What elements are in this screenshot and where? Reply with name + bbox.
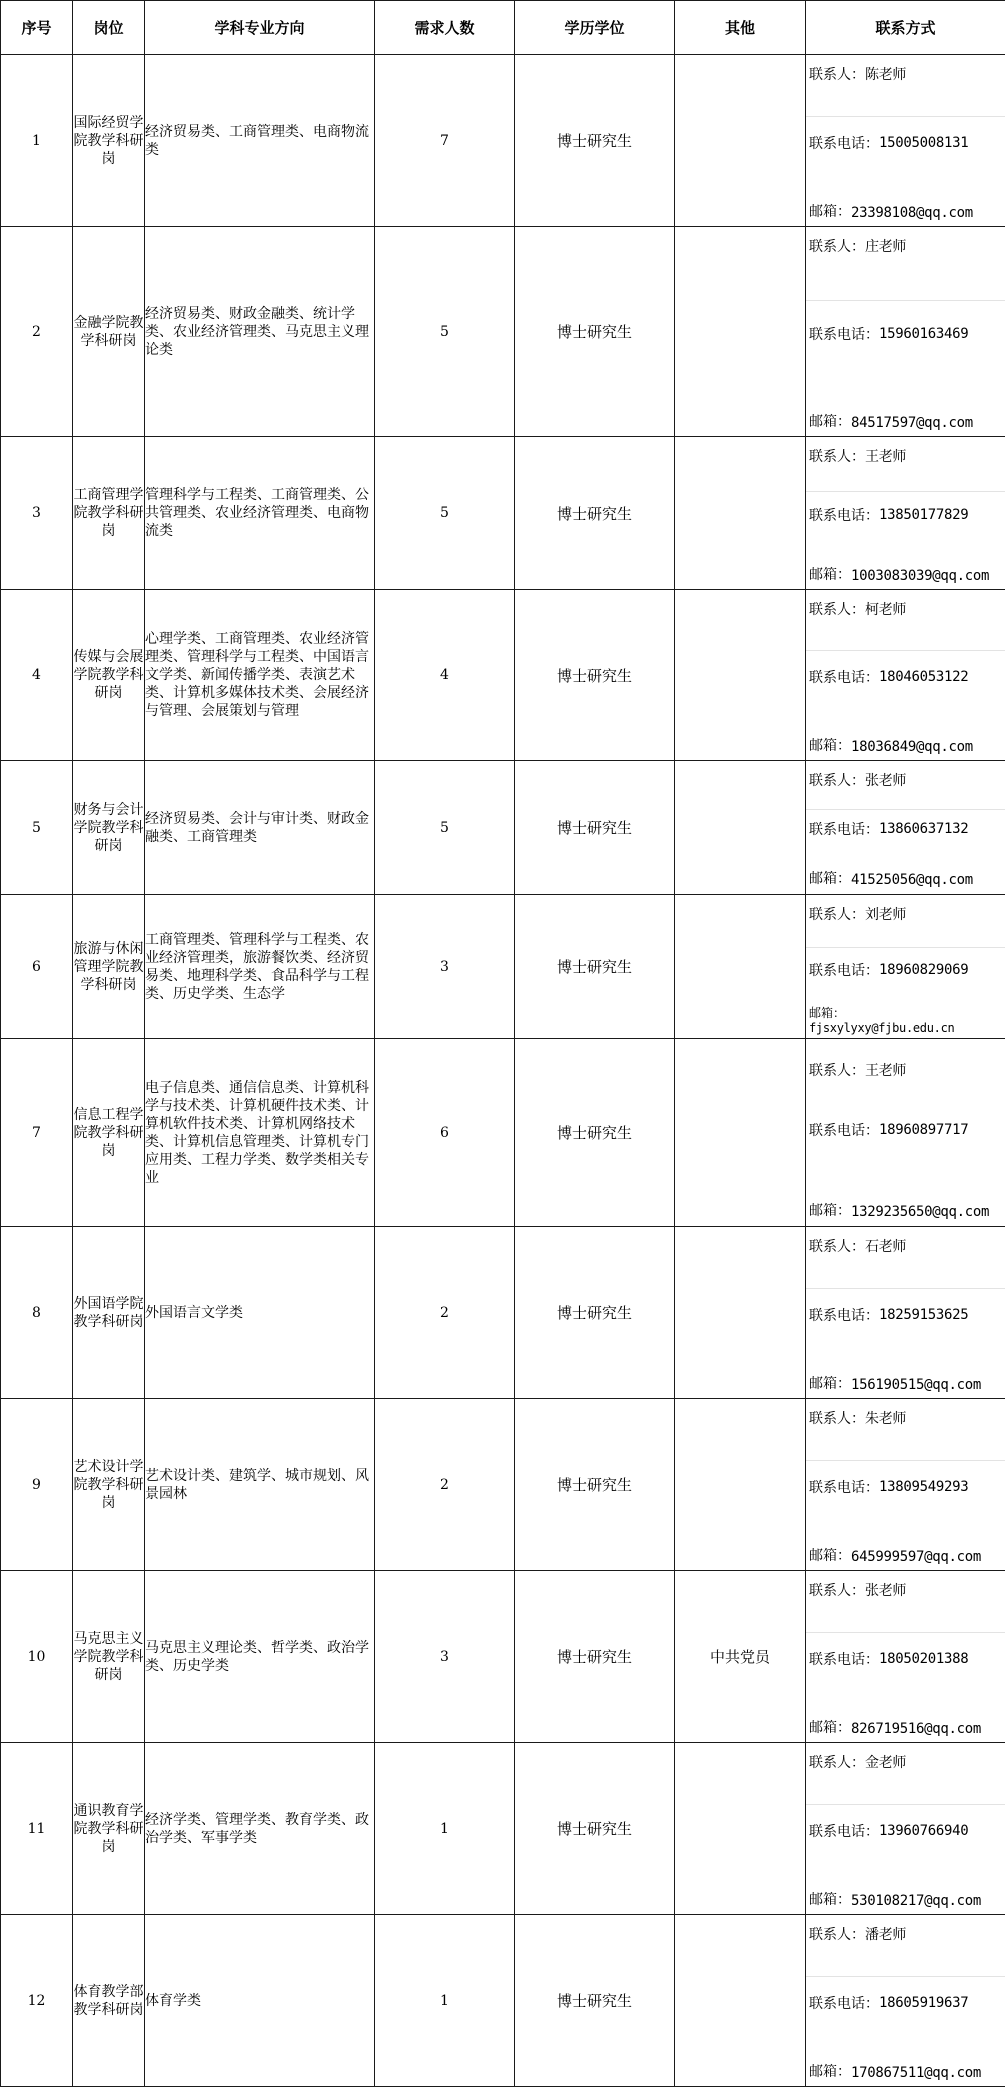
contact-person-label: 联系人： <box>809 446 865 466</box>
contact-person-line <box>806 228 1005 302</box>
contact-person-label: 联系人： <box>809 904 865 924</box>
contact-person-label: 联系人： <box>809 770 865 790</box>
contact-person-line <box>806 1040 1005 1100</box>
contact-phone-label: 联系电话： <box>809 667 879 687</box>
cell-major: 电子信息类、通信信息类、计算机科学与技术类、计算机硬件技术类、计算机软件技术类、计算机网络技术类、计算机信息管理类、计算机专门应用类、工程力学类、数学类相关专业 <box>145 1039 375 1227</box>
contact-phone-label: 联系电话： <box>809 1993 879 2013</box>
cell-contact <box>806 895 1005 1039</box>
contact-email-value: fjsxylyxy@fjbu.edu.cn <box>809 1021 954 1036</box>
cell-post: 外国语学院教学科研岗 <box>73 1227 145 1399</box>
contact-phone-label: 联系电话： <box>809 1649 879 1669</box>
contact-phone-line <box>806 1289 1005 1341</box>
cell-major: 经济贸易类、会计与审计类、财政金融类、工商管理类 <box>145 761 375 895</box>
contact-phone-line <box>806 492 1005 538</box>
contact-person-value: 王老师 <box>865 446 906 466</box>
cell-seq: 8 <box>1 1227 73 1399</box>
contact-person-value: 金老师 <box>865 1752 906 1772</box>
contact-phone-line <box>806 948 1005 992</box>
cell-major: 心理学类、工商管理类、农业经济管理类、管理科学与工程类、中国语言文学类、新闻传播学类、表演艺术类、计算机多媒体技术类、会展经济与管理、会展策划与管理 <box>145 590 375 761</box>
contact-email-label: 邮箱： <box>809 1373 851 1393</box>
contact-person-label: 联系人： <box>809 1580 865 1600</box>
cell-count: 3 <box>375 895 515 1039</box>
contact-phone-value: 18046053122 <box>879 669 968 685</box>
cell-count: 1 <box>375 1915 515 2087</box>
contact-block <box>806 896 1005 1038</box>
contact-person-line <box>806 438 1005 493</box>
contact-phone-value: 18960829069 <box>879 962 968 978</box>
cell-degree: 博士研究生 <box>515 895 675 1039</box>
contact-email-value: 170867511@qq.com <box>851 2065 981 2081</box>
contact-phone-value: 13809549293 <box>879 1479 968 1495</box>
contact-phone-value: 13860637132 <box>879 821 968 837</box>
contact-person-label: 联系人： <box>809 1060 865 1080</box>
table-row <box>1 1743 1005 1915</box>
contact-email-label: 邮箱： <box>809 1006 845 1021</box>
contact-email-value: 18036849@qq.com <box>851 739 973 755</box>
contact-person-line <box>806 1916 1005 1977</box>
contact-phone-label: 联系电话： <box>809 324 879 344</box>
cell-other <box>675 1399 806 1571</box>
contact-phone-line <box>806 1805 1005 1857</box>
cell-count: 5 <box>375 761 515 895</box>
contact-phone-value: 18605919637 <box>879 1995 968 2011</box>
cell-seq: 3 <box>1 437 73 590</box>
contact-block <box>806 1916 1005 2086</box>
contact-email-line <box>806 169 1005 226</box>
cell-degree: 博士研究生 <box>515 227 675 437</box>
cell-degree: 博士研究生 <box>515 1571 675 1743</box>
contact-phone-value: 18960897717 <box>879 1122 968 1138</box>
header-count: 需求人数 <box>375 1 515 55</box>
contact-person-value: 张老师 <box>865 770 906 790</box>
contact-person-line <box>806 1572 1005 1633</box>
contact-block <box>806 762 1005 894</box>
contact-person-label: 联系人： <box>809 1752 865 1772</box>
cell-post: 国际经贸学院教学科研岗 <box>73 55 145 227</box>
cell-seq: 9 <box>1 1399 73 1571</box>
contact-person-line <box>806 762 1005 810</box>
cell-contact <box>806 1227 1005 1399</box>
cell-count: 4 <box>375 590 515 761</box>
contact-phone-label: 联系电话： <box>809 1120 879 1140</box>
cell-other <box>675 895 806 1039</box>
contact-email-line <box>806 1685 1005 1742</box>
cell-major: 经济贸易类、工商管理类、电商物流类 <box>145 55 375 227</box>
cell-seq: 6 <box>1 895 73 1039</box>
cell-degree: 博士研究生 <box>515 1915 675 2087</box>
cell-major: 马克思主义理论类、哲学类、政治学类、历史学类 <box>145 1571 375 1743</box>
cell-major: 工商管理类、管理科学与工程类、农业经济管理类，旅游餐饮类、经济贸易类、地理科学类、食品科学与工程类、历史学类、生态学 <box>145 895 375 1039</box>
contact-email-value: 84517597@qq.com <box>851 415 973 431</box>
cell-count: 6 <box>375 1039 515 1227</box>
contact-block <box>806 1572 1005 1742</box>
contact-phone-value: 15005008131 <box>879 135 968 151</box>
contact-email-label: 邮箱： <box>809 735 851 755</box>
contact-person-value: 刘老师 <box>865 904 906 924</box>
cell-seq: 2 <box>1 227 73 437</box>
contact-block <box>806 56 1005 226</box>
header-other: 其他 <box>675 1 806 55</box>
cell-post: 体育教学部教学科研岗 <box>73 1915 145 2087</box>
contact-phone-label: 联系电话： <box>809 1305 879 1325</box>
table-row <box>1 895 1005 1039</box>
contact-email-line <box>806 992 1005 1038</box>
cell-major: 管理科学与工程类、工商管理类、公共管理类、农业经济管理类、电商物流类 <box>145 437 375 590</box>
contact-phone-line <box>806 1100 1005 1160</box>
contact-person-value: 陈老师 <box>865 64 906 84</box>
contact-person-line <box>806 1400 1005 1461</box>
cell-other <box>675 1227 806 1399</box>
cell-count: 1 <box>375 1743 515 1915</box>
contact-phone-label: 联系电话： <box>809 1821 879 1841</box>
cell-contact <box>806 55 1005 227</box>
contact-person-label: 联系人： <box>809 64 865 84</box>
cell-seq: 12 <box>1 1915 73 2087</box>
table-row <box>1 1915 1005 2087</box>
contact-phone-line <box>806 117 1005 169</box>
table-row <box>1 761 1005 895</box>
cell-contact <box>806 1039 1005 1227</box>
contact-email-label: 邮箱： <box>809 201 851 221</box>
cell-degree: 博士研究生 <box>515 1227 675 1399</box>
cell-contact <box>806 1571 1005 1743</box>
contact-phone-value: 13960766940 <box>879 1823 968 1839</box>
cell-post: 艺术设计学院教学科研岗 <box>73 1399 145 1571</box>
cell-contact <box>806 1915 1005 2087</box>
contact-person-value: 朱老师 <box>865 1408 906 1428</box>
cell-degree: 博士研究生 <box>515 761 675 895</box>
contact-email-line <box>806 366 1005 436</box>
contact-phone-label: 联系电话： <box>809 505 879 525</box>
table-row <box>1 1227 1005 1399</box>
contact-phone-label: 联系电话： <box>809 1477 879 1497</box>
contact-person-line <box>806 896 1005 949</box>
contact-email-value: 1329235650@qq.com <box>851 1204 989 1220</box>
cell-seq: 5 <box>1 761 73 895</box>
cell-degree: 博士研究生 <box>515 55 675 227</box>
contact-email-line <box>806 849 1005 893</box>
contact-phone-line <box>806 1633 1005 1685</box>
contact-email-label: 邮箱： <box>809 1717 851 1737</box>
contact-person-value: 王老师 <box>865 1060 906 1080</box>
cell-seq: 7 <box>1 1039 73 1227</box>
contact-email-line <box>806 1341 1005 1398</box>
cell-seq: 1 <box>1 55 73 227</box>
cell-degree: 博士研究生 <box>515 1399 675 1571</box>
contact-phone-line <box>806 1461 1005 1513</box>
cell-other <box>675 590 806 761</box>
contact-person-value: 石老师 <box>865 1236 906 1256</box>
contact-email-label: 邮箱： <box>809 1545 851 1565</box>
contact-block <box>806 591 1005 760</box>
table-row <box>1 55 1005 227</box>
cell-post: 金融学院教学科研岗 <box>73 227 145 437</box>
contact-email-label: 邮箱： <box>809 1200 851 1220</box>
cell-count: 5 <box>375 437 515 590</box>
contact-block <box>806 1744 1005 1914</box>
cell-contact <box>806 1743 1005 1915</box>
contact-phone-label: 联系电话： <box>809 960 879 980</box>
cell-contact <box>806 437 1005 590</box>
contact-email-label: 邮箱： <box>809 1889 851 1909</box>
header-contact: 联系方式 <box>806 1 1005 55</box>
cell-other <box>675 1743 806 1915</box>
contact-email-value: 645999597@qq.com <box>851 1549 981 1565</box>
table-body <box>1 55 1005 2087</box>
cell-post: 工商管理学院教学科研岗 <box>73 437 145 590</box>
contact-phone-line <box>806 651 1005 703</box>
contact-phone-value: 18259153625 <box>879 1307 968 1323</box>
contact-phone-label: 联系电话： <box>809 133 879 153</box>
contact-email-label: 邮箱： <box>809 868 851 888</box>
table-row <box>1 437 1005 590</box>
contact-person-value: 庄老师 <box>865 236 906 256</box>
cell-seq: 10 <box>1 1571 73 1743</box>
cell-major: 经济贸易类、财政金融类、统计学类、农业经济管理类、马克思主义理论类 <box>145 227 375 437</box>
cell-post: 传媒与会展学院教学科研岗 <box>73 590 145 761</box>
contact-phone-value: 15960163469 <box>879 326 968 342</box>
cell-post: 财务与会计学院教学科研岗 <box>73 761 145 895</box>
cell-degree: 博士研究生 <box>515 1039 675 1227</box>
contact-person-line <box>806 591 1005 652</box>
contact-email-line <box>806 1857 1005 1914</box>
contact-person-value: 柯老师 <box>865 599 906 619</box>
cell-other <box>675 1039 806 1227</box>
cell-other <box>675 761 806 895</box>
cell-other <box>675 437 806 590</box>
contact-email-line <box>806 1513 1005 1570</box>
contact-block <box>806 1400 1005 1570</box>
cell-post: 旅游与休闲管理学院教学科研岗 <box>73 895 145 1039</box>
cell-count: 7 <box>375 55 515 227</box>
contact-phone-line <box>806 1977 1005 2029</box>
contact-person-label: 联系人： <box>809 599 865 619</box>
contact-email-value: 23398108@qq.com <box>851 205 973 221</box>
contact-block <box>806 228 1005 436</box>
contact-email-value: 1003083039@qq.com <box>851 568 989 584</box>
header-degree: 学历学位 <box>515 1 675 55</box>
contact-person-value: 张老师 <box>865 1580 906 1600</box>
cell-other <box>675 1915 806 2087</box>
contact-person-line <box>806 1228 1005 1289</box>
cell-count: 5 <box>375 227 515 437</box>
cell-degree: 博士研究生 <box>515 590 675 761</box>
contact-person-value: 潘老师 <box>865 1924 906 1944</box>
header-seq: 序号 <box>1 1 73 55</box>
contact-person-label: 联系人： <box>809 236 865 256</box>
header-row <box>1 1 1005 55</box>
cell-contact <box>806 761 1005 895</box>
contact-person-line <box>806 56 1005 117</box>
table-row <box>1 1571 1005 1743</box>
cell-count: 2 <box>375 1227 515 1399</box>
contact-person-label: 联系人： <box>809 1924 865 1944</box>
cell-degree: 博士研究生 <box>515 437 675 590</box>
cell-contact <box>806 227 1005 437</box>
contact-block <box>806 1228 1005 1398</box>
contact-block <box>806 438 1005 589</box>
table-row <box>1 1039 1005 1227</box>
contact-phone-line <box>806 810 1005 849</box>
cell-post: 信息工程学院教学科研岗 <box>73 1039 145 1227</box>
cell-other <box>675 227 806 437</box>
contact-email-value: 156190515@qq.com <box>851 1377 981 1393</box>
cell-post: 通识教育学院教学科研岗 <box>73 1743 145 1915</box>
cell-contact <box>806 590 1005 761</box>
contact-person-label: 联系人： <box>809 1236 865 1256</box>
header-major: 学科专业方向 <box>145 1 375 55</box>
contact-person-line <box>806 1744 1005 1805</box>
contact-email-label: 邮箱： <box>809 2061 851 2081</box>
cell-major: 艺术设计类、建筑学、城市规划、风景园林 <box>145 1399 375 1571</box>
cell-post: 马克思主义学院教学科研岗 <box>73 1571 145 1743</box>
contact-phone-label: 联系电话： <box>809 819 879 839</box>
contact-phone-value: 18050201388 <box>879 1651 968 1667</box>
cell-seq: 11 <box>1 1743 73 1915</box>
contact-email-value: 826719516@qq.com <box>851 1721 981 1737</box>
table-row <box>1 590 1005 761</box>
contact-phone-value: 13850177829 <box>879 507 968 523</box>
table-row <box>1 227 1005 437</box>
cell-other: 中共党员 <box>675 1571 806 1743</box>
contact-person-label: 联系人： <box>809 1408 865 1428</box>
contact-block <box>806 1040 1005 1226</box>
cell-other <box>675 55 806 227</box>
contact-email-line <box>806 703 1005 760</box>
cell-degree: 博士研究生 <box>515 1743 675 1915</box>
contact-email-label: 邮箱： <box>809 564 851 584</box>
contact-email-value: 530108217@qq.com <box>851 1893 981 1909</box>
cell-count: 2 <box>375 1399 515 1571</box>
cell-count: 3 <box>375 1571 515 1743</box>
contact-email-label: 邮箱： <box>809 411 851 431</box>
table-row <box>1 1399 1005 1571</box>
contact-email-value: 41525056@qq.com <box>851 872 973 888</box>
contact-phone-line <box>806 301 1005 366</box>
cell-contact <box>806 1399 1005 1571</box>
cell-major: 经济学类、管理学类、教育学类、政治学类、军事学类 <box>145 1743 375 1915</box>
table-header <box>1 1 1005 55</box>
cell-major: 体育学类 <box>145 1915 375 2087</box>
contact-email-line <box>806 2029 1005 2086</box>
cell-seq: 4 <box>1 590 73 761</box>
contact-email-line <box>806 538 1005 589</box>
contact-email-line <box>806 1160 1005 1225</box>
cell-major: 外国语言文学类 <box>145 1227 375 1399</box>
header-post: 岗位 <box>73 1 145 55</box>
